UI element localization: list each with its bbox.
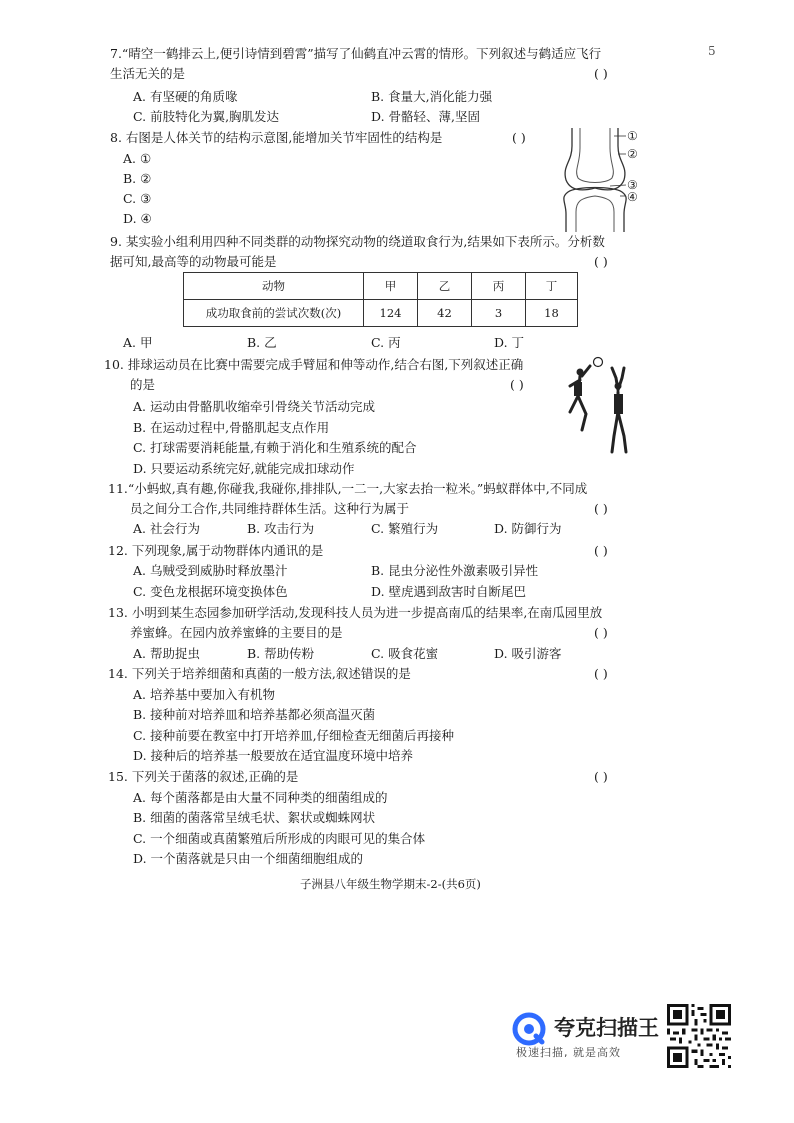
table-header-cell: 甲 xyxy=(364,273,418,300)
q13-stem-line1: 13. 小明到某生态园参加研学活动,发现科技人员为进一步提高南瓜的结果率,在南瓜园里放 xyxy=(108,605,603,620)
q8-answer-paren[interactable]: ( ) xyxy=(512,130,526,145)
brand-name: 夸克扫描王 xyxy=(554,1016,659,1040)
q13-stem-line2: 养蜜蜂。在园内放养蜜蜂的主要目的是 xyxy=(130,625,343,640)
q7-option-a: A. 有坚硬的角质喙 xyxy=(133,89,238,104)
q9-option-c: C. 丙 xyxy=(371,335,401,350)
q14-stem-line1: 14. 下列关于培养细菌和真菌的一般方法,叙述错误的是 xyxy=(108,666,411,681)
q11-stem-line1: 11.“小蚂蚁,真有趣,你碰我,我碰你,排排队,一二一,大家去抬一粒米。”蚂蚁群体中,不同成 xyxy=(108,481,588,496)
table-header-cell: 丁 xyxy=(526,273,578,300)
q7-option-b: B. 食量大,消化能力强 xyxy=(371,89,493,104)
q10-option-a: A. 运动由骨骼肌收缩牵引骨绕关节活动完成 xyxy=(133,399,375,414)
table-cell: 18 xyxy=(526,300,578,327)
q7-stem-line1: 7.“晴空一鹤排云上,便引诗情到碧霄”描写了仙鹤直冲云霄的情形。下列叙述与鹤适应飞行 xyxy=(110,46,602,61)
table-header-cell: 丙 xyxy=(472,273,526,300)
joint-label-2: ② xyxy=(627,147,638,161)
q15-stem-line1: 15. 下列关于菌落的叙述,正确的是 xyxy=(108,769,299,784)
q13-option-b: B. 帮助传粉 xyxy=(247,646,315,661)
q11-option-c: C. 繁殖行为 xyxy=(371,521,439,536)
q11-option-a: A. 社会行为 xyxy=(133,521,200,536)
q12-option-d: D. 壁虎遇到敌害时自断尾巴 xyxy=(371,584,527,599)
q9-option-b: B. 乙 xyxy=(247,335,277,350)
q7-option-c: C. 前肢特化为翼,胸肌发达 xyxy=(133,109,280,124)
q15-option-b: B. 细菌的菌落常呈绒毛状、絮状或蜘蛛网状 xyxy=(133,810,376,825)
q10-stem-line1: 10. 排球运动员在比赛中需要完成手臂屈和伸等动作,结合右图,下列叙述正确 xyxy=(104,357,524,372)
q12-option-b: B. 昆虫分泌性外激素吸引异性 xyxy=(371,563,539,578)
joint-label-3: ③ xyxy=(627,178,638,192)
q11-answer-paren[interactable]: ( ) xyxy=(594,501,608,516)
table-cell: 124 xyxy=(364,300,418,327)
q7-option-d: D. 骨骼轻、薄,坚固 xyxy=(371,109,480,124)
q12-option-c: C. 变色龙根据环境变换体色 xyxy=(133,584,288,599)
brand-slogan: 极速扫描, 就是高效 xyxy=(516,1046,621,1059)
table-header-cell: 乙 xyxy=(418,273,472,300)
q9-option-d: D. 丁 xyxy=(494,335,525,350)
scanner-logo-icon xyxy=(512,1012,546,1046)
q7-answer-paren[interactable]: ( ) xyxy=(594,66,608,81)
q11-stem-line2: 员之间分工合作,共同维持群体生活。这种行为属于 xyxy=(130,501,409,516)
q12-option-a: A. 乌贼受到威胁时释放墨汁 xyxy=(133,563,288,578)
q13-option-a: A. 帮助捉虫 xyxy=(133,646,200,661)
joint-label-1: ① xyxy=(627,129,638,143)
q12-answer-paren[interactable]: ( ) xyxy=(594,543,608,558)
q11-option-d: D. 防御行为 xyxy=(494,521,562,536)
table-cell: 42 xyxy=(418,300,472,327)
q15-option-a: A. 每个菌落都是由大量不同种类的细菌组成的 xyxy=(133,790,388,805)
q14-option-a: A. 培养基中要加入有机物 xyxy=(133,687,275,702)
q9-option-a: A. 甲 xyxy=(123,335,153,350)
q14-option-c: C. 接种前要在教室中打开培养皿,仔细检查无细菌后再接种 xyxy=(133,728,455,743)
q15-answer-paren[interactable]: ( ) xyxy=(594,769,608,784)
q7-stem-line2: 生活无关的是 xyxy=(110,66,186,81)
volleyball-players-illustration xyxy=(560,356,640,454)
qr-code-icon[interactable] xyxy=(667,1004,731,1068)
q9-data-table xyxy=(183,272,578,327)
q10-stem-line2: 的是 xyxy=(130,377,156,392)
q8-option-c: C. ③ xyxy=(123,191,152,206)
page-footer: 子洲县八年级生物学期末-2-(共6页) xyxy=(300,877,481,891)
q14-option-b: B. 接种前对培养皿和培养基都必须高温灭菌 xyxy=(133,707,376,722)
table-cell: 成功取食前的尝试次数(次) xyxy=(184,300,364,327)
q9-stem-line1: 9. 某实验小组利用四种不同类群的动物探究动物的绕道取食行为,结果如下表所示。分析数 xyxy=(110,234,605,249)
q10-option-d: D. 只要运动系统完好,就能完成扣球动作 xyxy=(133,461,355,476)
q12-stem-line1: 12. 下列现象,属于动物群体内通讯的是 xyxy=(108,543,324,558)
table-cell: 3 xyxy=(472,300,526,327)
edge-mark: 5 xyxy=(708,44,716,58)
q13-option-d: D. 吸引游客 xyxy=(494,646,562,661)
q14-answer-paren[interactable]: ( ) xyxy=(594,666,608,681)
table-header-cell: 动物 xyxy=(184,273,364,300)
q11-option-b: B. 攻击行为 xyxy=(247,521,315,536)
q8-option-a: A. ① xyxy=(123,151,152,166)
q8-option-b: B. ② xyxy=(123,171,152,186)
q13-option-c: C. 吸食花蜜 xyxy=(371,646,439,661)
q10-answer-paren[interactable]: ( ) xyxy=(510,377,524,392)
q9-answer-paren[interactable]: ( ) xyxy=(594,254,608,269)
q8-option-d: D. ④ xyxy=(123,211,152,226)
q10-option-b: B. 在运动过程中,骨骼肌起支点作用 xyxy=(133,420,330,435)
table-row xyxy=(184,300,578,327)
q14-option-d: D. 接种后的培养基一般要放在适宜温度环境中培养 xyxy=(133,748,414,763)
joint-diagram xyxy=(550,128,640,232)
table-row xyxy=(184,273,578,300)
q15-option-d: D. 一个菌落就是只由一个细菌细胞组成的 xyxy=(133,851,364,866)
q8-stem-line1: 8. 右图是人体关节的结构示意图,能增加关节牢固性的结构是 xyxy=(110,130,443,145)
q9-stem-line2: 据可知,最高等的动物最可能是 xyxy=(110,254,277,269)
q15-option-c: C. 一个细菌或真菌繁殖后所形成的肉眼可见的集合体 xyxy=(133,831,426,846)
q13-answer-paren[interactable]: ( ) xyxy=(594,625,608,640)
q10-option-c: C. 打球需要消耗能量,有赖于消化和生殖系统的配合 xyxy=(133,440,417,455)
joint-label-4: ④ xyxy=(627,190,638,204)
